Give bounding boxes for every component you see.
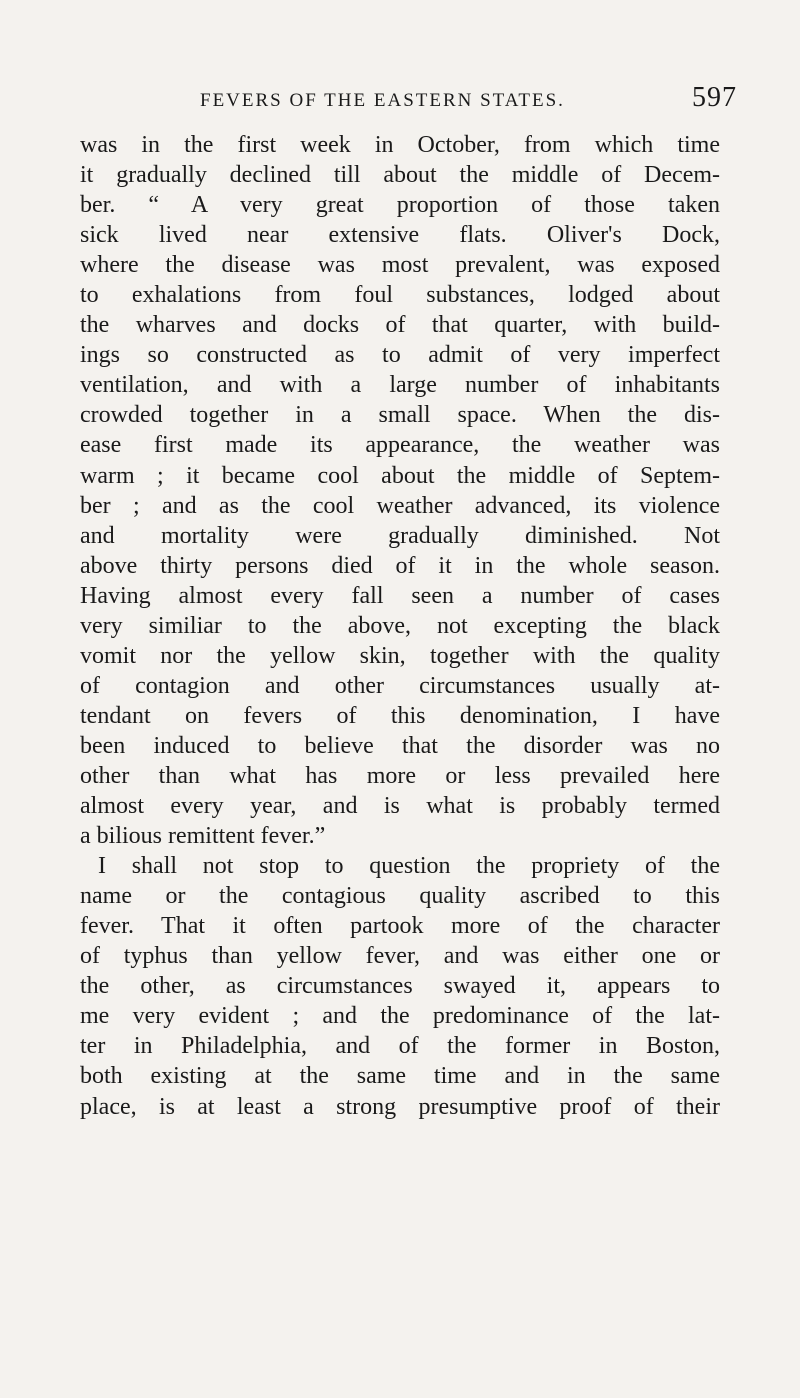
text-line: other than what has more or less prevailed here <box>80 762 720 789</box>
text-line: and mortality were gradually diminished. Not <box>80 522 720 549</box>
text-line: tendant on fevers of this denomination, I have <box>80 702 720 729</box>
text-line: Having almost every fall seen a number of cases <box>80 582 720 609</box>
text-line: ings so constructed as to admit of very imperfect <box>80 342 720 369</box>
text-line: ease first made its appearance, the weather was <box>80 432 720 459</box>
text-line: ter in Philadelphia, and of the former in Boston, <box>80 1033 720 1060</box>
text-line: place, is at least a strong presumptive proof of their <box>80 1093 720 1120</box>
text-line: ventilation, and with a large number of inhabitants <box>80 372 720 399</box>
text-line: me very evident ; and the predominance of the lat- <box>80 1003 720 1030</box>
text-line: almost every year, and is what is probably termed <box>80 793 720 820</box>
text-line: to exhalations from foul substances, lodged about <box>80 282 720 309</box>
text-line: where the disease was most prevalent, was exposed <box>80 252 720 279</box>
text-line: very similiar to the above, not excepting the black <box>80 612 720 639</box>
running-head: FEVERS OF THE EASTERN STATES. <box>200 90 565 111</box>
text-line: ber ; and as the cool weather advanced, its violence <box>80 492 720 519</box>
page-number: 597 <box>692 82 737 113</box>
text-line: name or the contagious quality ascribed to this <box>80 883 720 910</box>
text-line: crowded together in a small space. When the dis- <box>80 402 720 429</box>
text-line: been induced to believe that the disorder was no <box>80 732 720 759</box>
text-line: it gradually declined till about the middle of Decem- <box>80 162 720 189</box>
text-line: of typhus than yellow fever, and was either one or <box>80 943 720 970</box>
text-line: vomit nor the yellow skin, together with the quality <box>80 642 720 669</box>
text-line: a bilious remittent fever.” <box>80 823 326 850</box>
body-text <box>80 130 720 1122</box>
text-line: warm ; it became cool about the middle of Septem- <box>80 462 720 489</box>
text-line: I shall not stop to question the propriety of the <box>98 853 720 880</box>
text-line: above thirty persons died of it in the whole season. <box>80 552 720 579</box>
text-line: the wharves and docks of that quarter, with build- <box>80 312 720 339</box>
text-line: both existing at the same time and in the same <box>80 1063 720 1090</box>
text-line: ber. “ A very great proportion of those taken <box>80 192 720 219</box>
text-line: sick lived near extensive flats. Oliver's Dock, <box>80 222 720 249</box>
text-line: fever. That it often partook more of the character <box>80 913 720 940</box>
text-line: was in the first week in October, from which time <box>80 132 720 158</box>
text-line: the other, as circumstances swayed it, appears to <box>80 973 720 1000</box>
text-line: of contagion and other circumstances usually at- <box>80 672 720 699</box>
